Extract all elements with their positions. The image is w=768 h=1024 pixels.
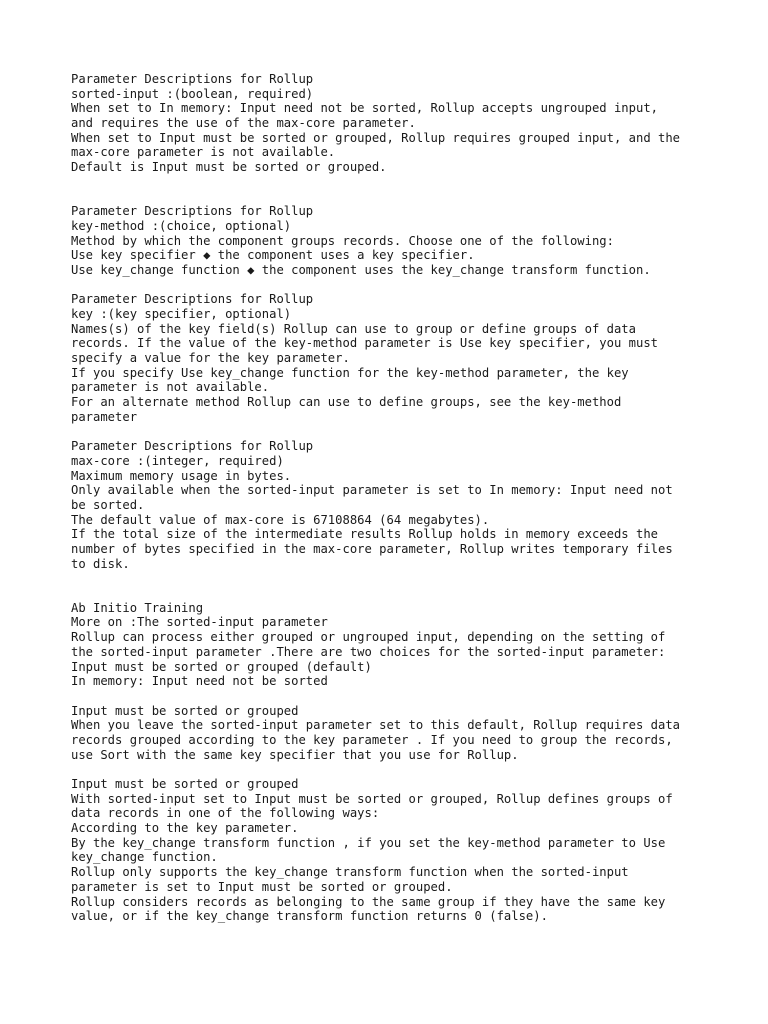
body-text-line: Maximum memory usage in bytes. (71, 468, 292, 483)
body-text-line: records grouped according to the key parameter . If you need to group the records, (71, 732, 673, 747)
body-text-line: With sorted-input set to Input must be sorted or grouped, Rollup defines groups of (71, 791, 673, 806)
body-text-line: The default value of max-core is 67108864 (64 megabytes). (71, 512, 490, 527)
body-text-line: If you specify Use key_change function for the key-method parameter, the key (71, 365, 629, 380)
section-input-must-be-sorted-2 (71, 777, 731, 924)
body-text-line: value, or if the key_change transform function returns 0 (false). (71, 909, 548, 924)
body-text-line: records. If the value of the key-method parameter is Use key specifier, you must (71, 336, 658, 351)
body-text-line: specify a value for the key parameter. (71, 351, 350, 366)
body-text-line: Rollup can process either grouped or ungrouped input, depending on the setting of (71, 630, 666, 645)
body-text-line: Method by which the component groups records. Choose one of the following: (71, 233, 614, 248)
body-text-line: Use key_change function ◆ the component uses the key_change transform function. (71, 262, 651, 277)
body-text-line: Only available when the sorted-input parameter is set to In memory: Input need not (71, 483, 673, 498)
spacer (71, 571, 731, 600)
section-key (71, 292, 731, 424)
section-heading: Input must be sorted or grouped (71, 777, 299, 792)
body-text-line: In memory: Input need not be sorted (71, 674, 328, 689)
parameter-signature: key :(key specifier, optional) (71, 307, 292, 322)
spacer (71, 762, 731, 777)
body-text-line: When set to Input must be sorted or grouped, Rollup requires grouped input, and the (71, 130, 681, 145)
body-text-line: and requires the use of the max-core parameter. (71, 116, 416, 131)
section-heading: Input must be sorted or grouped (71, 703, 299, 718)
body-text-line: Rollup considers records as belonging to the same group if they have the same key (71, 894, 666, 909)
parameter-signature: max-core :(integer, required) (71, 453, 284, 468)
body-text-line: Rollup only supports the key_change transform function when the sorted-input (71, 865, 629, 880)
section-more-on-sorted-input (71, 601, 731, 689)
body-text-line: number of bytes specified in the max-core parameter, Rollup writes temporary files (71, 542, 673, 557)
section-heading: Parameter Descriptions for Rollup (71, 204, 314, 219)
body-text-line: Input must be sorted or grouped (default) (71, 659, 372, 674)
section-sorted-input (71, 72, 731, 175)
body-text-line: For an alternate method Rollup can use to define groups, see the key-method (71, 395, 622, 410)
body-text-line: use Sort with the same key specifier that you use for Rollup. (71, 747, 519, 762)
body-text-line: data records in one of the following ways: (71, 806, 380, 821)
body-text-line: By the key_change transform function , if you set the key-method parameter to Use (71, 835, 666, 850)
section-heading: Parameter Descriptions for Rollup (71, 439, 314, 454)
body-text-line: parameter is set to Input must be sorted or grouped. (71, 879, 453, 894)
section-heading: Parameter Descriptions for Rollup (71, 292, 314, 307)
body-text-line: the sorted-input parameter .There are two choices for the sorted-input parameter: (71, 644, 666, 659)
section-key-method (71, 204, 731, 277)
parameter-signature: sorted-input :(boolean, required) (71, 86, 314, 101)
body-text-line: When you leave the sorted-input parameter set to this default, Rollup requires data (71, 718, 681, 733)
body-text-line: When set to In memory: Input need not be sorted, Rollup accepts ungrouped input, (71, 101, 658, 116)
spacer (71, 425, 731, 440)
document-page (71, 72, 731, 924)
body-text-line: key_change function. (71, 850, 218, 865)
parameter-signature: key-method :(choice, optional) (71, 218, 292, 233)
body-text-line: Use key specifier ◆ the component uses a key specifier. (71, 248, 475, 263)
body-text-line: Names(s) of the key field(s) Rollup can use to group or define groups of data (71, 321, 636, 336)
body-text-line: Default is Input must be sorted or grouped. (71, 160, 387, 175)
section-heading: Ab Initio Training (71, 600, 204, 615)
subsection-heading: More on :The sorted-input parameter (71, 615, 328, 630)
body-text-line: parameter (71, 409, 138, 424)
spacer (71, 175, 731, 204)
body-text-line: be sorted. (71, 497, 145, 512)
body-text-line: max-core parameter is not available. (71, 145, 336, 160)
spacer (71, 278, 731, 293)
section-max-core (71, 439, 731, 571)
spacer (71, 689, 731, 704)
section-input-must-be-sorted-1 (71, 704, 731, 763)
section-heading: Parameter Descriptions for Rollup (71, 72, 314, 86)
body-text-line: If the total size of the intermediate results Rollup holds in memory exceeds the (71, 527, 658, 542)
body-text-line: to disk. (71, 556, 130, 571)
body-text-line: According to the key parameter. (71, 821, 299, 836)
body-text-line: parameter is not available. (71, 380, 270, 395)
